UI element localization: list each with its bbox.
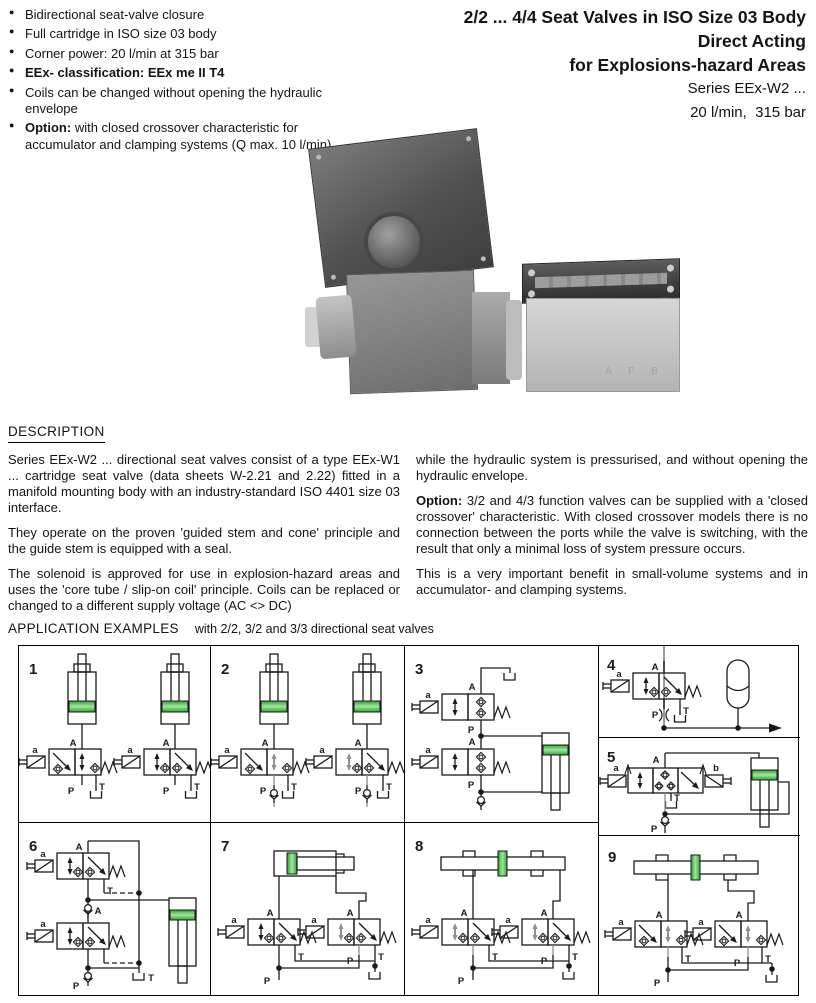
svg-text:A: A: [69, 738, 77, 749]
svg-text:P: P: [733, 958, 741, 969]
svg-text:P: P: [457, 976, 465, 987]
svg-text:a: a: [425, 690, 431, 701]
feature-bullet-1: ● Bidirectional seat-valve closure: [8, 7, 348, 23]
feature-bullet-2: ● Full cartridge in ISO size 03 body: [8, 26, 348, 42]
svg-text:T: T: [386, 782, 392, 793]
application-example-1-schematic: [19, 646, 211, 823]
title-line: Direct Acting: [697, 31, 806, 52]
svg-text:P: P: [346, 956, 354, 967]
svg-text:A: A: [354, 738, 362, 749]
svg-text:T: T: [291, 782, 297, 793]
svg-text:a: a: [127, 745, 133, 756]
svg-text:P: P: [650, 824, 658, 835]
svg-text:T: T: [107, 886, 113, 897]
description-paragraph: Series EEx-W2 ... directional seat valves consist of a type EEx-W1 ... cartridge seat valve (data sheets W-2.21 and 2.22) fitted in a manifold mounting body with an industry-standard ISO 4401 size 03 interface.: [8, 452, 400, 516]
application-examples-heading: [8, 621, 434, 636]
photo-manifold-block: [526, 298, 680, 392]
svg-text:T: T: [298, 952, 304, 963]
svg-text:A: A: [162, 738, 170, 749]
svg-text:P: P: [162, 786, 170, 797]
description-paragraph: They operate on the proven 'guided stem and cone' principle and the guide stem is equipped with a seal.: [8, 525, 400, 557]
svg-text:A: A: [261, 738, 269, 749]
feature-bullet-4: ● EEx- classification: EEx me II T4: [8, 65, 348, 81]
svg-text:T: T: [99, 782, 105, 793]
svg-text:a: a: [224, 745, 230, 756]
photo-cartridge-nut: [315, 295, 356, 360]
svg-text:4: 4: [607, 657, 616, 674]
svg-text:a: a: [505, 915, 511, 926]
svg-text:T: T: [685, 954, 691, 965]
svg-text:9: 9: [608, 849, 617, 866]
application-examples-title: APPLICATION EXAMPLES: [8, 621, 179, 636]
photo-tube-neck: [472, 292, 510, 384]
svg-text:8: 8: [415, 838, 424, 855]
description-column-1: [8, 452, 400, 623]
svg-text:a: a: [698, 917, 704, 928]
description-paragraph: while the hydraulic system is pressurised, and without opening the hydraulic envelope.: [416, 452, 808, 484]
page-title: [366, 5, 806, 77]
svg-text:P: P: [467, 780, 475, 791]
application-example-2-schematic: [211, 646, 405, 823]
svg-text:3: 3: [415, 661, 424, 678]
svg-text:A: A: [468, 737, 476, 748]
svg-text:a: a: [425, 915, 431, 926]
svg-text:T: T: [683, 706, 689, 717]
svg-text:P: P: [540, 956, 548, 967]
application-example-7-schematic: [211, 823, 405, 997]
svg-text:a: a: [613, 763, 619, 774]
svg-text:a: a: [618, 917, 624, 928]
application-examples-grid: [18, 645, 799, 996]
application-example-3-schematic: [405, 646, 599, 823]
photo-collar: [506, 300, 522, 380]
feature-bullet-6: ● Option: with closed crossover characteristic for accumulator and clamping systems (Q max. 10 l/min): [8, 120, 348, 153]
feature-bullet-5: ● Coils can be changed without opening the hydraulic envelope: [8, 85, 348, 118]
page-subtitle: [366, 77, 806, 124]
description-heading: DESCRIPTION: [8, 424, 105, 443]
application-example-5-schematic: [599, 738, 800, 836]
application-example-8-schematic: [405, 823, 599, 997]
svg-text:A: A: [468, 682, 476, 693]
feature-bullet-3: ● Corner power: 20 l/min at 315 bar: [8, 46, 348, 62]
svg-text:2: 2: [221, 661, 230, 678]
svg-text:6: 6: [29, 838, 38, 855]
svg-text:7: 7: [221, 838, 230, 855]
svg-text:T: T: [378, 952, 384, 963]
title-line: for Explosions-hazard Areas: [569, 55, 806, 76]
application-example-4-schematic: [599, 646, 800, 738]
subtitle-line: Series EEx-W2 ...: [687, 80, 806, 98]
svg-text:A: A: [652, 755, 660, 766]
svg-text:P: P: [653, 978, 661, 989]
svg-text:a: a: [616, 669, 622, 680]
title-block: [366, 5, 806, 124]
svg-text:A: A: [460, 908, 468, 919]
svg-text:A: A: [94, 906, 102, 917]
svg-text:A: A: [346, 908, 354, 919]
application-example-9-schematic: [599, 836, 800, 997]
svg-text:T: T: [765, 954, 771, 965]
svg-text:5: 5: [607, 749, 616, 766]
svg-text:P: P: [651, 710, 659, 721]
application-examples-note: with 2/2, 3/2 and 3/3 directional seat valves: [194, 622, 434, 636]
title-line: 2/2 ... 4/4 Seat Valves in ISO Size 03 Body: [463, 7, 806, 27]
description-paragraph: This is a very important benefit in small-volume systems and in accumulator- and clamping systems.: [416, 566, 808, 598]
photo-conduit-boss: [364, 212, 424, 272]
svg-text:T: T: [492, 952, 498, 963]
svg-text:P: P: [67, 786, 75, 797]
description-paragraph: Option: 3/2 and 4/3 function valves can be supplied with a 'closed crossover' characteristic. With closed crossover models there is no connection between the ports while the valve is switching, with the result that only a minimal loss of system pressure occurs.: [416, 493, 808, 557]
svg-text:A: A: [540, 908, 548, 919]
svg-text:a: a: [311, 915, 317, 926]
description-column-2: [416, 452, 808, 607]
svg-text:T: T: [572, 952, 578, 963]
svg-text:A: A: [655, 910, 663, 921]
photo-port-marking: A P B: [605, 366, 665, 377]
svg-text:a: a: [319, 745, 325, 756]
svg-text:A: A: [75, 842, 83, 853]
photo-nameplate-strip: [535, 273, 667, 289]
svg-text:T: T: [148, 973, 154, 984]
svg-text:A: A: [266, 908, 274, 919]
svg-text:T: T: [194, 782, 200, 793]
photo-nameplate: [522, 258, 680, 304]
svg-text:a: a: [425, 745, 431, 756]
description-paragraph: The solenoid is approved for use in explosion-hazard areas and uses the 'core tube / slip-on coil' principle. Coils can be replaced or changed to a different supply voltage (AC <> DC): [8, 566, 400, 614]
photo-coil-body: [346, 270, 478, 394]
svg-text:a: a: [231, 915, 237, 926]
svg-text:1: 1: [29, 661, 38, 678]
svg-text:P: P: [263, 976, 271, 987]
svg-text:b: b: [713, 763, 719, 774]
svg-text:P: P: [467, 725, 475, 736]
svg-text:A: A: [735, 910, 743, 921]
svg-text:P: P: [354, 786, 362, 797]
svg-text:A: A: [651, 662, 659, 673]
subtitle-line: 20 l/min, 315 bar: [690, 103, 806, 121]
svg-text:P: P: [259, 786, 267, 797]
product-photo: [292, 130, 688, 412]
svg-text:a: a: [32, 745, 38, 756]
svg-text:P: P: [72, 981, 80, 992]
application-example-6-schematic: [19, 823, 211, 997]
svg-text:a: a: [40, 919, 46, 930]
svg-text:a: a: [40, 849, 46, 860]
svg-text:T: T: [674, 793, 680, 804]
